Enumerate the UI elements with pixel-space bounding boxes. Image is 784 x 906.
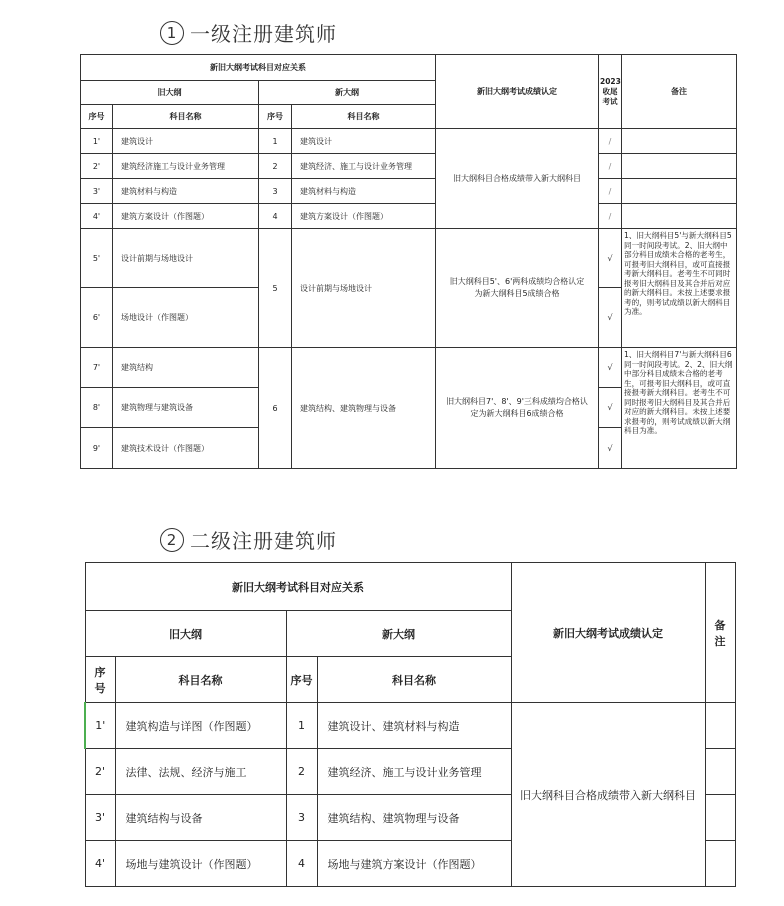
seq-header: 序号: [85, 657, 115, 703]
remark-cell: [622, 129, 737, 154]
new-no: 4: [259, 204, 292, 229]
seq-header: 序号: [286, 657, 317, 703]
old-no: 5': [81, 229, 113, 288]
recognition-cell: 旧大纲科目合格成绩带入新大纲科目: [511, 703, 705, 887]
section1-heading: [160, 18, 337, 47]
new-no: 3: [286, 795, 317, 841]
old-no: 6': [81, 288, 113, 348]
seq-header: 序号: [259, 105, 292, 129]
exam-mark: √: [599, 288, 622, 348]
old-no: 3': [81, 179, 113, 204]
exam-mark: √: [599, 388, 622, 428]
old-no: 8': [81, 388, 113, 428]
new-no: 4: [286, 841, 317, 887]
new-header: 新大纲: [286, 611, 511, 657]
new-name: 场地与建筑方案设计（作图题）: [317, 841, 511, 887]
new-no: 2: [286, 749, 317, 795]
old-name: 建筑构造与详图（作图题）: [115, 703, 286, 749]
old-name: 建筑设计: [113, 129, 259, 154]
new-name: 建筑设计、建筑材料与构造: [317, 703, 511, 749]
old-name: 场地与建筑设计（作图题）: [115, 841, 286, 887]
old-no: 1': [85, 703, 115, 749]
new-no: 1: [286, 703, 317, 749]
remark-cell: [622, 154, 737, 179]
circled-number: 2: [160, 528, 184, 552]
old-name: 建筑方案设计（作图题）: [113, 204, 259, 229]
exam-mark: √: [599, 428, 622, 469]
new-no: 2: [259, 154, 292, 179]
subject-header: 科目名称: [292, 105, 436, 129]
section2-heading: [160, 525, 337, 554]
new-no: 3: [259, 179, 292, 204]
remark-header: 备注: [622, 55, 737, 129]
old-name: 法律、法规、经济与施工: [115, 749, 286, 795]
old-header: 旧大纲: [81, 81, 259, 105]
new-name: 建筑方案设计（作图题）: [292, 204, 436, 229]
old-no: 9': [81, 428, 113, 469]
remark-cell: [622, 204, 737, 229]
remark-cell: [705, 749, 735, 795]
old-name: 建筑结构: [113, 348, 259, 388]
remark-cell: [622, 179, 737, 204]
new-name: 建筑经济、施工与设计业务管理: [317, 749, 511, 795]
exam2023-header: 2023收尾考试: [599, 55, 622, 129]
new-header: 新大纲: [259, 81, 436, 105]
new-name: 设计前期与场地设计: [292, 229, 436, 348]
mapping-header: 新旧大纲考试科目对应关系: [81, 55, 436, 81]
section2-table: [84, 562, 736, 887]
recognition-cell: 旧大纲科目合格成绩带入新大纲科目: [436, 129, 599, 229]
new-name: 建筑材料与构造: [292, 179, 436, 204]
old-no: 2': [81, 154, 113, 179]
exam-mark: /: [599, 204, 622, 229]
old-name: 建筑经济施工与设计业务管理: [113, 154, 259, 179]
recognition-header: 新旧大纲考试成绩认定: [511, 563, 705, 703]
recognition-cell: 旧大纲科目5'、6'两科成绩均合格认定为新大纲科目5成绩合格: [436, 229, 599, 348]
subject-header: 科目名称: [113, 105, 259, 129]
exam-mark: √: [599, 348, 622, 388]
recognition-cell: 旧大纲科目7'、8'、9'三科成绩均合格认定为新大纲科目6成绩合格: [436, 348, 599, 469]
old-name: 设计前期与场地设计: [113, 229, 259, 288]
old-no: 4': [85, 841, 115, 887]
old-no: 4': [81, 204, 113, 229]
old-name: 建筑结构与设备: [115, 795, 286, 841]
remark-header: 备注: [705, 563, 735, 703]
subject-header: 科目名称: [317, 657, 511, 703]
remark-cell: [705, 795, 735, 841]
remark-cell: [705, 703, 735, 749]
old-name: 场地设计（作图题）: [113, 288, 259, 348]
remark-cell: [705, 841, 735, 887]
new-no: 6: [259, 348, 292, 469]
mapping-header: 新旧大纲考试科目对应关系: [85, 563, 511, 611]
new-name: 建筑结构、建筑物理与设备: [317, 795, 511, 841]
new-name: 建筑经济、施工与设计业务管理: [292, 154, 436, 179]
seq-header: 序号: [81, 105, 113, 129]
old-name: 建筑材料与构造: [113, 179, 259, 204]
remark-note: 1、旧大纲科目7'与新大纲科目6同一时间段考试。2、2、旧大纲中部分科目成绩未合格的老考生，可报考旧大纲科目，或可直接报考新大纲科目。老考生不可同时报考旧大纲科目及其合并后对应的新大纲科目。未按上述要求报考的，则考试成绩以新大纲科目为准。: [622, 348, 737, 469]
new-no: 5: [259, 229, 292, 348]
old-no: 1': [81, 129, 113, 154]
old-name: 建筑技术设计（作图题）: [113, 428, 259, 469]
section1-table: [80, 54, 737, 469]
section2-title: 二级注册建筑师: [190, 529, 337, 553]
old-name: 建筑物理与建筑设备: [113, 388, 259, 428]
exam-mark: /: [599, 154, 622, 179]
old-no: 3': [85, 795, 115, 841]
remark-note: 1、旧大纲科目5'与新大纲科目5同一时间段考试。2、旧大纲中部分科目成绩未合格的老考生，可报考旧大纲科目，或可直接报考新大纲科目。老考生不可同时报考旧大纲科目及其合并后对应的新大纲科目。未按上述要求报考的，则考试成绩以新大纲科目为准。: [622, 229, 737, 348]
subject-header: 科目名称: [115, 657, 286, 703]
new-name: 建筑设计: [292, 129, 436, 154]
exam-mark: √: [599, 229, 622, 288]
exam-mark: /: [599, 129, 622, 154]
exam-mark: /: [599, 179, 622, 204]
recognition-header: 新旧大纲考试成绩认定: [436, 55, 599, 129]
old-no: 2': [85, 749, 115, 795]
new-name: 建筑结构、建筑物理与设备: [292, 348, 436, 469]
new-no: 1: [259, 129, 292, 154]
old-no: 7': [81, 348, 113, 388]
circled-number: 1: [160, 21, 184, 45]
section1-title: 一级注册建筑师: [190, 22, 337, 46]
old-header: 旧大纲: [85, 611, 286, 657]
